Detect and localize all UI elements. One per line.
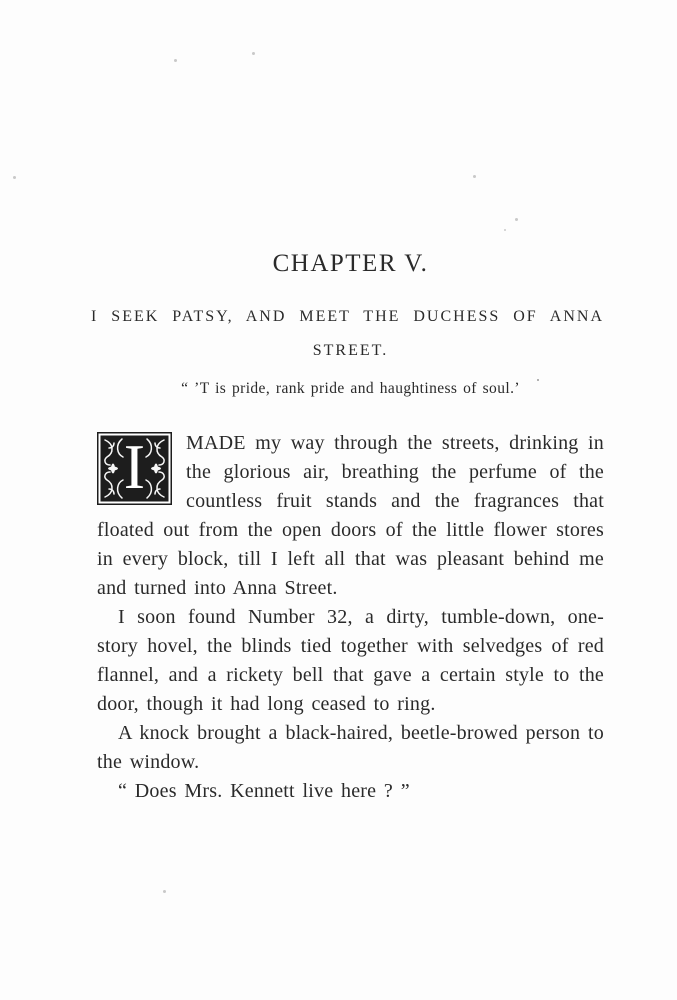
paragraph-1-text: MADE my way through the streets, drinking in the glorious air, breathing the perfume of the countless fruit stands and the fragrances that floated out from the open doors of the little flower stores in every block, till I left all that was pleasant behind me and turned into Anna Street.: [97, 432, 604, 599]
paragraph-3: A knock brought a black-haired, beetle-browed person to the window.: [97, 722, 604, 773]
paragraph-1: [97, 429, 604, 603]
scan-speck: [252, 52, 255, 55]
scan-speck: [515, 218, 518, 221]
chapter-subtitle-line-2: STREET.: [312, 342, 389, 359]
drop-cap-letter: I: [123, 432, 146, 502]
scan-speck: [504, 229, 506, 231]
ornamental-drop-cap: [97, 432, 172, 505]
scan-speck: [13, 176, 16, 179]
paragraph-2: I soon found Number 32, a dirty, tumble-down, one-story hovel, the blinds tied together with selvedges of red flannel, and a rickety bell that gave a certain style to the door, though it had long ceased to ring.: [97, 606, 604, 715]
scan-speck: [174, 59, 177, 62]
chapter-subtitle-line-1: I SEEK PATSY, AND MEET THE DUCHESS OF ANNA: [91, 308, 604, 325]
epigraph-quote: “ ’T is pride, rank pride and haughtiness of soul.’: [181, 380, 520, 397]
body-text: [97, 429, 604, 806]
scan-speck: [473, 175, 476, 178]
chapter-heading: CHAPTER V.: [272, 250, 429, 277]
scan-speck: [163, 890, 166, 893]
paragraph-4: “ Does Mrs. Kennett live here ? ”: [118, 780, 410, 802]
